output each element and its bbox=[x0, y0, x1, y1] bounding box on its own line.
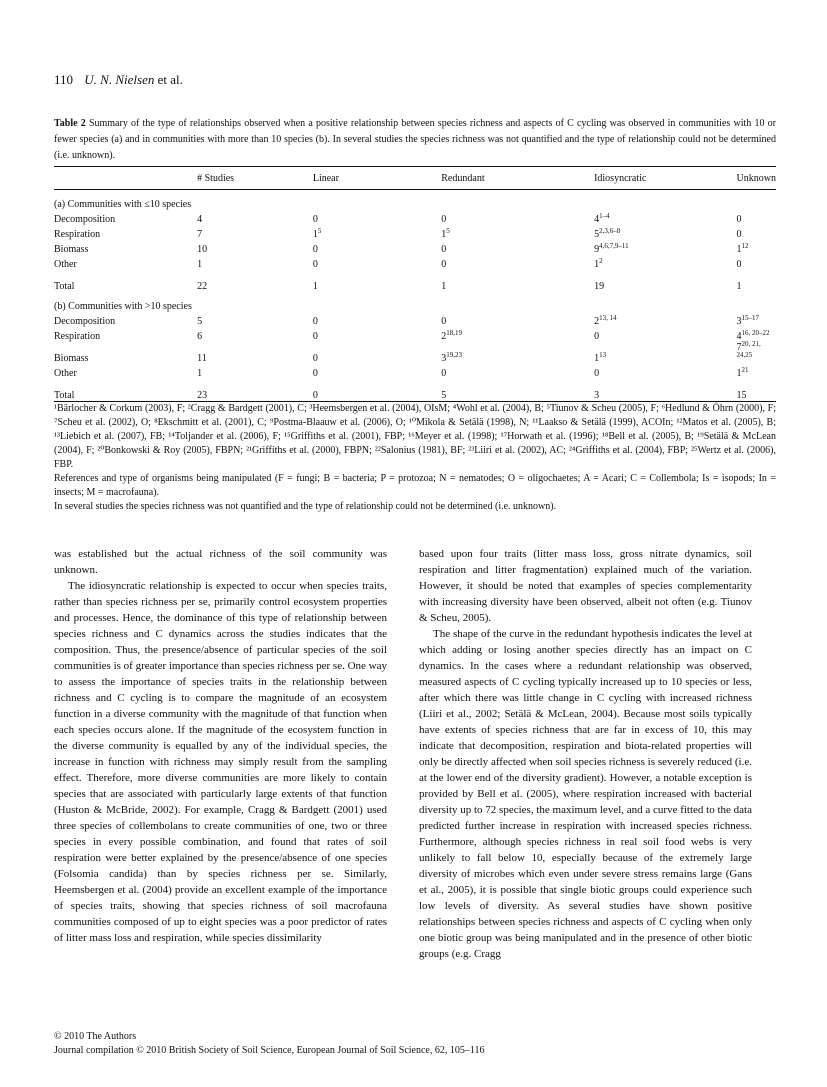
left-column bbox=[54, 546, 387, 946]
unknown-cell: 7$^{20, 21, 24,25}$ bbox=[736, 340, 761, 359]
reference-superscript: 20, 21, 24,25 bbox=[736, 340, 761, 359]
row-label: Biomass bbox=[54, 353, 89, 364]
reference-superscript: 12 bbox=[741, 242, 749, 250]
paragraph: The idiosyncratic relationship is expected to occur when species traits, rather than species richness per se, primarily control ecosystem properties and processes. Hence, the dominance of this type of relationship between species richness and C dynamics across the studies indicates that the composition. Thus, the presence/absence of particular species of the soil communities is of greater importance than species richness per se. One way to assess the importance of species traits in the relationship between richness and C cycling is to compare the magnitude of an ecosystem function in a diverse community with the magnitude of that function when each species occurs alone. If the magnitude of the ecosystem function in the diverse community is equalled by any of the individual species, the increase in function with richness may simply result from the sampling effect. Therefore, more diverse communities are more likely to contain species that are associated with particularly large extents of that function (Huston & McBride, 2002). For example, Cragg & Bardgett (2001) used three species of collembolans to create communities of one, two or three species in every possible combination, and found that rates of soil respiration were better explained by the presence/absence of one species (Folsomia candida) than by species richness per se. Similarly, Heemsbergen et al. (2004) provide an excellent example of the importance of species traits, showing that species richness of soil macrofauna communities composed of up to eight species was a poor predictor of rates of litter mass loss and respiration, while species dissimilarity bbox=[54, 580, 387, 944]
unknown-cell: 0 bbox=[736, 229, 742, 240]
reference-superscript: 15–17 bbox=[741, 314, 760, 322]
col-header bbox=[54, 167, 197, 190]
section-label: (b) Communities with >10 species bbox=[54, 301, 192, 312]
unknown-cell: $1^{21}$ bbox=[736, 366, 749, 379]
row-label: Respiration bbox=[54, 331, 101, 342]
section-label: (a) Communities with ≤10 species bbox=[54, 199, 192, 210]
unknown-cell: 4$^{16, 20-22}$ bbox=[736, 329, 770, 342]
redundant-cell: 0 bbox=[441, 214, 447, 225]
idiosyncratic-cell: 0 bbox=[594, 331, 600, 342]
linear-cell: 0 bbox=[312, 316, 318, 327]
linear-cell: 1 bbox=[312, 281, 318, 292]
idiosyncratic-cell: 5$^{2,3,6-8}$ bbox=[594, 227, 621, 240]
redundant-cell: 0 bbox=[441, 244, 447, 255]
table-row bbox=[54, 210, 776, 225]
unknown-cell: 0 bbox=[736, 259, 742, 270]
section-row bbox=[54, 190, 776, 211]
reference-superscript: 5 bbox=[446, 227, 450, 235]
row-label: Other bbox=[54, 259, 77, 270]
idiosyncratic-cell: 2$^{13, 14}$ bbox=[594, 314, 617, 327]
paragraph: based upon four traits (litter mass loss, gross nitrate dynamics, soil respiration and litter fragmentation) explained much of the variation. However, it should be noted that examples of species complementarity with increasing diversity have been observed, albeit not often (e.g. Tiunov & Scheu, 2005). bbox=[419, 548, 752, 624]
idiosyncratic-cell: 9$^{4,6,7,9-11}$ bbox=[594, 242, 629, 255]
row-label: Decomposition bbox=[54, 316, 116, 327]
reference-superscript: 19,23 bbox=[446, 351, 463, 359]
page-footer bbox=[54, 1030, 485, 1058]
redundant-cell: 2$^{18,19}$ bbox=[441, 329, 463, 342]
reference-superscript: 5 bbox=[317, 227, 322, 235]
table-row bbox=[54, 312, 776, 327]
unknown-cell: 15 bbox=[736, 390, 747, 401]
idiosyncratic-cell: 19 bbox=[594, 281, 605, 292]
linear-cell: 0 bbox=[312, 368, 318, 379]
row-label: Decomposition bbox=[54, 214, 116, 225]
redundant-cell: 0 bbox=[441, 316, 447, 327]
linear-cell: 0 bbox=[312, 353, 318, 364]
reference-superscript: 13, 14 bbox=[599, 314, 617, 322]
reference-superscript: 2,3,6–8 bbox=[599, 227, 621, 235]
row-label: Other bbox=[54, 368, 77, 379]
reference-superscript: 13 bbox=[599, 351, 607, 359]
unknown-cell: 0 bbox=[736, 214, 742, 225]
results-table bbox=[54, 166, 776, 402]
section-row bbox=[54, 292, 776, 312]
studies-cell: 10 bbox=[197, 244, 208, 255]
redundant-cell: 3$^{19,23}$ bbox=[441, 351, 463, 364]
reference-superscript: 21 bbox=[741, 366, 749, 374]
redundant-cell: 0 bbox=[441, 368, 447, 379]
studies-cell: 23 bbox=[197, 390, 208, 401]
col-header: # Studies bbox=[197, 172, 235, 184]
redundant-cell: 0 bbox=[441, 259, 447, 270]
paragraph: The shape of the curve in the redundant hypothesis indicates the level at which adding or losing another species directly has an impact on C dynamics. In the cases where a redundant relationship was observed, measured aspects of C cycling typically increased up to 10 species or less, after which there was little change in C cycling with increased richness (Liiri et al., 2002; Setälä & McLean, 2004). Because most soils typically have extents of species richness that are far in excess of 10, this may indicate that decomposition, respiration and biota-related properties will only be directly affected when soil species richness is severely reduced (i.e. at the lower end of the diversity gradient). However, a notable exception is provided by Bell et al. (2005), where respiration increased with bacterial diversity up to 72 species, the maximum level, and a curve fitted to the data predicted further increase in respiration with increased species richness. Furthermore, although species richness in real soil food webs is very unlikely to fall below 10, especially because of the extremely large diversity of microbes which even under severe stress remains large (Gans et al., 2005), it is possible that single biotic groups could experience such low levels of diversity. As several studies have shown positive relationships between species richness and aspects of C cycling when only one biotic group was being manipulated and in the presence of other biotic groups (e.g. Cragg bbox=[419, 628, 752, 960]
journal-line: Journal compilation © 2010 British Society of Soil Science, European Journal of Soil Science, 62, 105–116 bbox=[54, 1045, 485, 1056]
reference-superscript: 1–4 bbox=[599, 212, 610, 220]
table-row bbox=[54, 270, 776, 292]
table-row bbox=[54, 255, 776, 270]
studies-cell: 4 bbox=[197, 214, 203, 225]
footnote-references: ¹Bärlocher & Corkum (2003), F; ²Cragg & Bardgett (2001), C; ³Heemsbergen et al. (2004), OIsM; ⁴Wohl et al. (2004), B; ⁵Tiunov & Scheu (2005), F; ⁶Hedlund & Öhrn (2000), F; ⁷Scheu et al. (2002), O; ⁸Ekschmitt et al. (2001), C; ⁹Postma-Blaauw et al. (2006), O; ¹⁰Mikola & Setälä (1998), N; ¹¹Laakso & Setälä (1999), ACOIn; ¹²Matos et al. (2005), B; ¹³Liebich et al. (2007), FB; ¹⁴Toljander et al. (2006), F; ¹⁵Griffiths et al. (2001), FBP; ¹⁶Meyer et al. (1998); ¹⁷Horwath et al. (1996); ¹⁸Bell et al. (2005), B; ¹⁹Setälä & McLean (2004), F; ²⁰Bonkowski & Roy (2005), FBPN; ²¹Griffiths et al. (2000), FBPN; ²²Salonius (1981), BF; ²³Liiri et al. (2002), AC; ²⁴Griffiths et al. (2004), FBP; ²⁵Wertz et al. (2006), FBP. bbox=[54, 403, 776, 470]
studies-cell: 1 bbox=[197, 259, 203, 270]
redundant-cell: $1^5$ bbox=[441, 227, 450, 240]
table-caption bbox=[54, 116, 776, 164]
studies-cell: 6 bbox=[197, 331, 203, 342]
caption-text: Summary of the type of relationships observed when a positive relationship between species richness and aspects of C cycling was observed in communities with 10 or fewer species (a) and in communities with more than 10 species (b). In several studies the species richness was not quantified and the type of relationship could not be determined (i.e. unknown). bbox=[54, 118, 776, 161]
col-header: Unknown bbox=[736, 172, 776, 184]
reference-superscript: 18,19 bbox=[446, 329, 463, 337]
author-line: U. N. Nielsen bbox=[84, 72, 155, 87]
table-row bbox=[54, 327, 776, 342]
row-label: Biomass bbox=[54, 244, 89, 255]
col-header: Idiosyncratic bbox=[594, 172, 647, 184]
table-row bbox=[54, 379, 776, 401]
table-row bbox=[54, 342, 776, 364]
linear-cell: 0 bbox=[312, 331, 318, 342]
unknown-cell: 3$^{15-17}$ bbox=[736, 314, 760, 327]
row-label: Total bbox=[54, 281, 75, 292]
table-label: Table 2 bbox=[54, 118, 86, 129]
paragraph: was established but the actual richness of the soil community was unknown. bbox=[54, 548, 387, 576]
page-number: 110 bbox=[54, 72, 74, 87]
copyright-line: © 2010 The Authors bbox=[54, 1031, 137, 1042]
reference-superscript: 4,6,7,9–11 bbox=[599, 242, 629, 250]
col-header: Redundant bbox=[441, 172, 485, 184]
row-label: Total bbox=[54, 390, 75, 401]
footnote-unknown: In several studies the species richness was not quantified and the type of relationship could not be determined (i.e. unknown). bbox=[54, 501, 557, 512]
linear-cell: 0 bbox=[312, 259, 318, 270]
idiosyncratic-cell: 0 bbox=[594, 368, 600, 379]
footnote-organisms: References and type of organisms being manipulated (F = fungi; B = bacteria; P = protozoa; N = nematodes; O = oligochaetes; A = Acari; C = Collembola; Is = isopods; In = insects; M = macrofauna). bbox=[54, 473, 776, 498]
running-header: 110 U. N. Nielsen et al. bbox=[54, 72, 183, 87]
unknown-cell: 1 bbox=[736, 281, 742, 292]
studies-cell: 22 bbox=[197, 281, 208, 292]
studies-cell: 11 bbox=[197, 353, 207, 364]
linear-cell: $1^5$ bbox=[312, 227, 322, 240]
idiosyncratic-cell: 3 bbox=[594, 390, 600, 401]
studies-cell: 5 bbox=[197, 316, 203, 327]
idiosyncratic-cell: $1^2$ bbox=[594, 257, 603, 270]
table-footnotes bbox=[54, 402, 776, 514]
studies-cell: 7 bbox=[197, 229, 203, 240]
linear-cell: 0 bbox=[312, 214, 318, 225]
redundant-cell: 5 bbox=[441, 390, 447, 401]
idiosyncratic-cell: 4$^{1-4}$ bbox=[594, 212, 610, 225]
col-header: Linear bbox=[312, 172, 339, 184]
redundant-cell: 1 bbox=[441, 281, 447, 292]
idiosyncratic-cell: $1^{13}$ bbox=[594, 351, 607, 364]
table-row bbox=[54, 225, 776, 240]
table-row bbox=[54, 240, 776, 255]
right-column bbox=[419, 546, 752, 962]
table-row bbox=[54, 364, 776, 379]
unknown-cell: $1^{12}$ bbox=[736, 242, 749, 255]
studies-cell: 1 bbox=[197, 368, 203, 379]
row-label: Respiration bbox=[54, 229, 101, 240]
linear-cell: 0 bbox=[312, 244, 318, 255]
reference-superscript: 16, 20–22 bbox=[741, 329, 770, 337]
linear-cell: 0 bbox=[312, 390, 318, 401]
reference-superscript: 2 bbox=[599, 257, 603, 265]
